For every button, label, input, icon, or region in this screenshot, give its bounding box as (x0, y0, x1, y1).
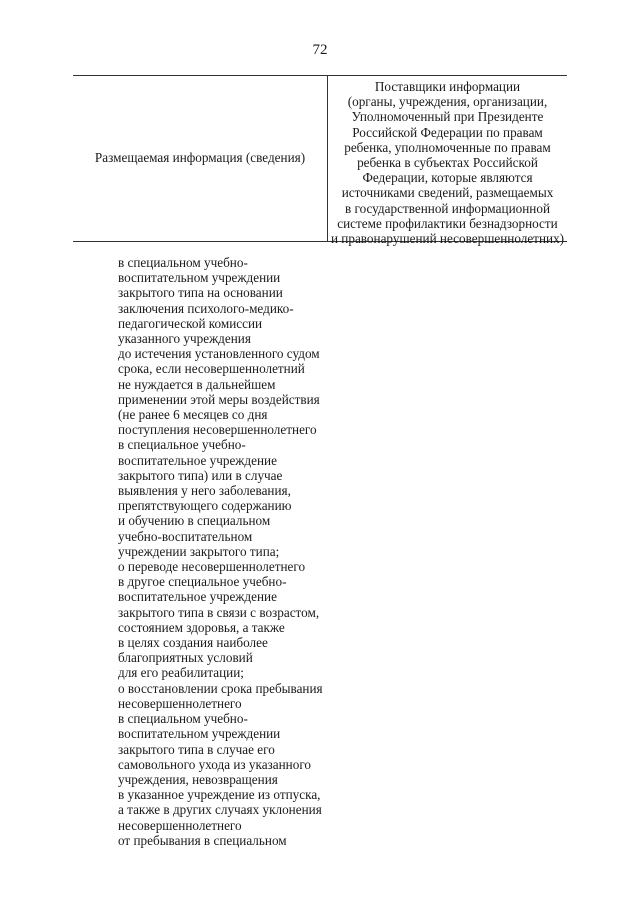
body-text-line: учреждении закрытого типа; (118, 543, 280, 559)
header-providers-line: Уполномоченный при Президенте (351, 109, 544, 125)
body-text-line: для его реабилитации; (118, 665, 244, 681)
body-text-line: несовершеннолетнего (118, 695, 242, 711)
body-text-line: не нуждается в дальнейшем (118, 376, 276, 392)
body-text-line: воспитательное учреждение (118, 452, 277, 468)
body-text-line: в указанное учреждение из отпуска, (118, 787, 321, 803)
body-text-line: в целях создания наиболее (118, 635, 268, 651)
body-text-line: применении этой меры воздействия (118, 391, 320, 407)
body-text-line: учреждения, невозвращения (118, 771, 278, 787)
body-text-line: (не ранее 6 месяцев со дня (118, 407, 268, 423)
header-providers-line: и правонарушений несовершеннолетних) (330, 231, 565, 247)
body-text-line: и обучению в специальном (118, 513, 271, 529)
body-text-line: о переводе несовершеннолетнего (118, 559, 306, 575)
body-text-line: до истечения установленного судом (118, 346, 320, 362)
body-text-line: в специальное учебно- (118, 437, 246, 453)
header-information-providers (328, 79, 567, 246)
header-providers-line: (органы, учреждения, организации, (347, 94, 548, 110)
body-text-line: закрытого типа на основании (118, 285, 283, 301)
body-text-line: указанного учреждения (118, 331, 251, 347)
header-posted-information: Размещаемая информация (сведения) (94, 150, 306, 165)
header-providers-line: системе профилактики безнадзорности (337, 215, 558, 231)
header-providers-line: ребенка в субъектах Российской (357, 155, 538, 171)
body-text-line: препятствующего содержанию (118, 498, 292, 514)
body-text-line: самовольного ухода из указанного (118, 756, 312, 772)
body-text-line: воспитательном учреждении (118, 270, 281, 286)
header-providers-line: источниками сведений, размещаемых (341, 185, 554, 201)
body-text-line: закрытого типа) или в случае (118, 467, 283, 483)
body-text-line: состоянием здоровья, а также (118, 619, 285, 635)
body-text-line: в другое специальное учебно- (118, 574, 287, 590)
page-number: 72 (312, 42, 328, 58)
body-text-line: от пребывания в специальном (118, 832, 287, 848)
body-text-line: воспитательное учреждение (118, 589, 277, 605)
body-text-line: учебно-воспитательном (118, 528, 253, 544)
body-text-line: срока, если несовершеннолетний (118, 361, 305, 377)
posted-information-cell (118, 255, 333, 848)
table-header-top-rule (73, 75, 567, 76)
body-text-line: в специальном учебно- (118, 255, 248, 270)
body-text-line: несовершеннолетнего (118, 817, 242, 833)
body-text-line: педагогической комиссии (118, 315, 263, 331)
header-providers-line: ребенка, уполномоченные по правам (344, 139, 551, 155)
body-text-line: закрытого типа в связи с возрастом, (118, 604, 320, 620)
body-text-line: а также в других случаях уклонения (118, 802, 322, 818)
body-text-line: о восстановлении срока пребывания (118, 680, 323, 696)
body-text-line: заключения психолого-медико- (118, 300, 294, 316)
header-providers-line: Федерации, которые являются (362, 170, 533, 186)
body-text-line: воспитательном учреждении (118, 726, 281, 742)
header-providers-line: в государственной информационной (344, 200, 551, 216)
body-text-line: выявления у него заболевания, (118, 483, 291, 499)
body-text-line: благоприятных условий (118, 650, 253, 666)
body-text-line: в специальном учебно- (118, 711, 248, 727)
header-providers-line: Российской Федерации по правам (352, 124, 543, 140)
header-providers-line: Поставщики информации (374, 79, 521, 94)
body-text-line: поступления несовершеннолетнего (118, 422, 317, 438)
body-text-line: закрытого типа в случае его (118, 741, 275, 757)
